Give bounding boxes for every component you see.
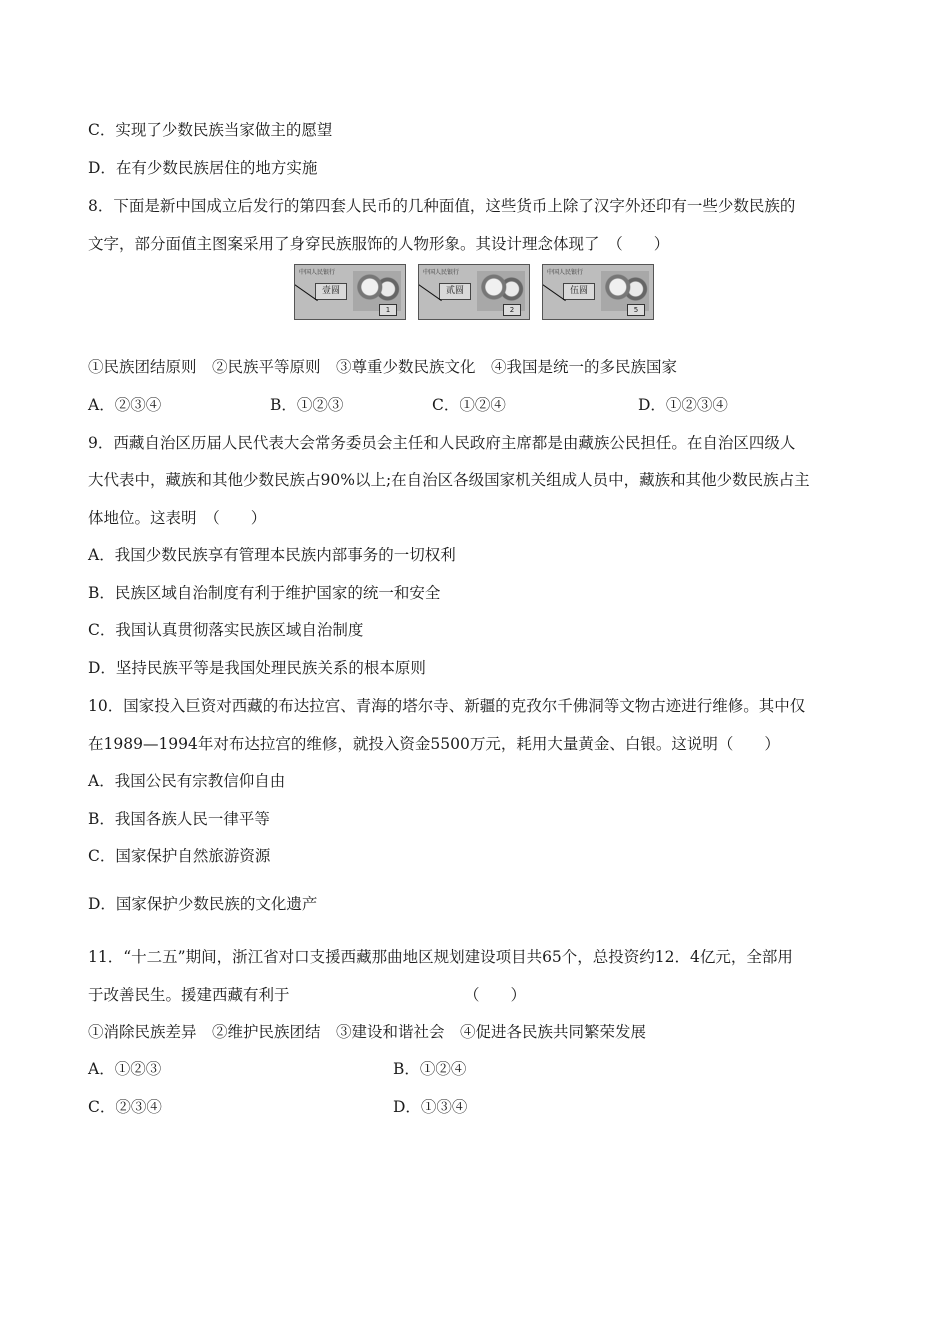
q9-option-b: B．民族区域自治制度有利于维护国家的统一和安全 <box>88 584 441 602</box>
banknote-2-yuan <box>418 264 530 320</box>
q11-statements: ①消除民族差异 ②维护民族团结 ③建设和谐社会 ④促进各民族共同繁荣发展 <box>88 1023 647 1041</box>
q10-option-d: D．国家保护少数民族的文化遗产 <box>88 895 318 913</box>
q11-stem-line2: 于改善民生。援建西藏有利于 <box>88 986 290 1004</box>
q9-stem-line3: 体地位。这表明 （ ） <box>88 509 267 527</box>
q11-option-b: B．①②④ <box>393 1060 467 1078</box>
banknote-face-value: 贰圆 <box>439 283 471 300</box>
banknote-header: 中国人民银行 <box>299 269 336 276</box>
q11-stem-line1: 11．“十二五”期间，浙江省对口支援西藏那曲地区规划建设项目共65个，总投资约12．4亿元，全部用 <box>88 948 793 966</box>
q8-statements: ①民族团结原则 ②民族平等原则 ③尊重少数民族文化 ④我国是统一的多民族国家 <box>88 358 678 376</box>
banknote-images <box>294 264 654 320</box>
q7-option-c: C．实现了少数民族当家做主的愿望 <box>88 121 333 139</box>
q8-stem-line1: 8．下面是新中国成立后发行的第四套人民币的几种面值，这些货币上除了汉字外还印有一些少数民族的 <box>88 197 796 215</box>
banknote-face-value: 壹圆 <box>315 283 347 300</box>
q7-option-d: D．在有少数民族居住的地方实施 <box>88 159 318 177</box>
q9-option-a: A．我国少数民族享有管理本民族内部事务的一切权利 <box>88 546 456 564</box>
q8-option-c: C．①②④ <box>432 396 506 414</box>
q9-option-c: C．我国认真贯彻落实民族区域自治制度 <box>88 621 364 639</box>
q11-option-d: D．①③④ <box>393 1098 468 1116</box>
q9-stem-line2: 大代表中，藏族和其他少数民族占90%以上;在自治区各级国家机关组成人员中，藏族和其他少数民族占主 <box>88 471 810 489</box>
q11-option-a: A．①②③ <box>88 1060 162 1078</box>
banknote-number: 1 <box>379 304 397 316</box>
q10-stem-line2: 在1989—1994年对布达拉宫的维修，就投入资金5500万元，耗用大量黄金、白银。这说明（ ） <box>88 735 780 753</box>
banknote-header: 中国人民银行 <box>423 269 460 276</box>
q10-option-c: C．国家保护自然旅游资源 <box>88 847 271 865</box>
q8-option-a: A．②③④ <box>88 396 162 414</box>
banknote-1-yuan <box>294 264 406 320</box>
q11-answer-paren: （ ） <box>464 986 527 1004</box>
banknote-5-yuan <box>542 264 654 320</box>
q8-stem-line2: 文字，部分面值主图案采用了身穿民族服饰的人物形象。其设计理念体现了 （ ） <box>88 235 670 253</box>
q10-stem-line1: 10．国家投入巨资对西藏的布达拉宫、青海的塔尔寺、新疆的克孜尔千佛洞等文物古迹进行维修。其中仅 <box>88 697 806 715</box>
q8-option-b: B．①②③ <box>270 396 344 414</box>
banknote-header: 中国人民银行 <box>547 269 584 276</box>
banknote-number: 2 <box>503 304 521 316</box>
banknote-number: 5 <box>627 304 645 316</box>
q11-option-c: C．②③④ <box>88 1098 162 1116</box>
q10-option-a: A．我国公民有宗教信仰自由 <box>88 772 286 790</box>
q8-option-d: D．①②③④ <box>638 396 728 414</box>
banknote-face-value: 伍圆 <box>563 283 595 300</box>
q9-stem-line1: 9．西藏自治区历届人民代表大会常务委员会主任和人民政府主席都是由藏族公民担任。在自治区四级人 <box>88 434 796 452</box>
q9-option-d: D．坚持民族平等是我国处理民族关系的根本原则 <box>88 659 426 677</box>
q10-option-b: B．我国各族人民一律平等 <box>88 810 270 828</box>
